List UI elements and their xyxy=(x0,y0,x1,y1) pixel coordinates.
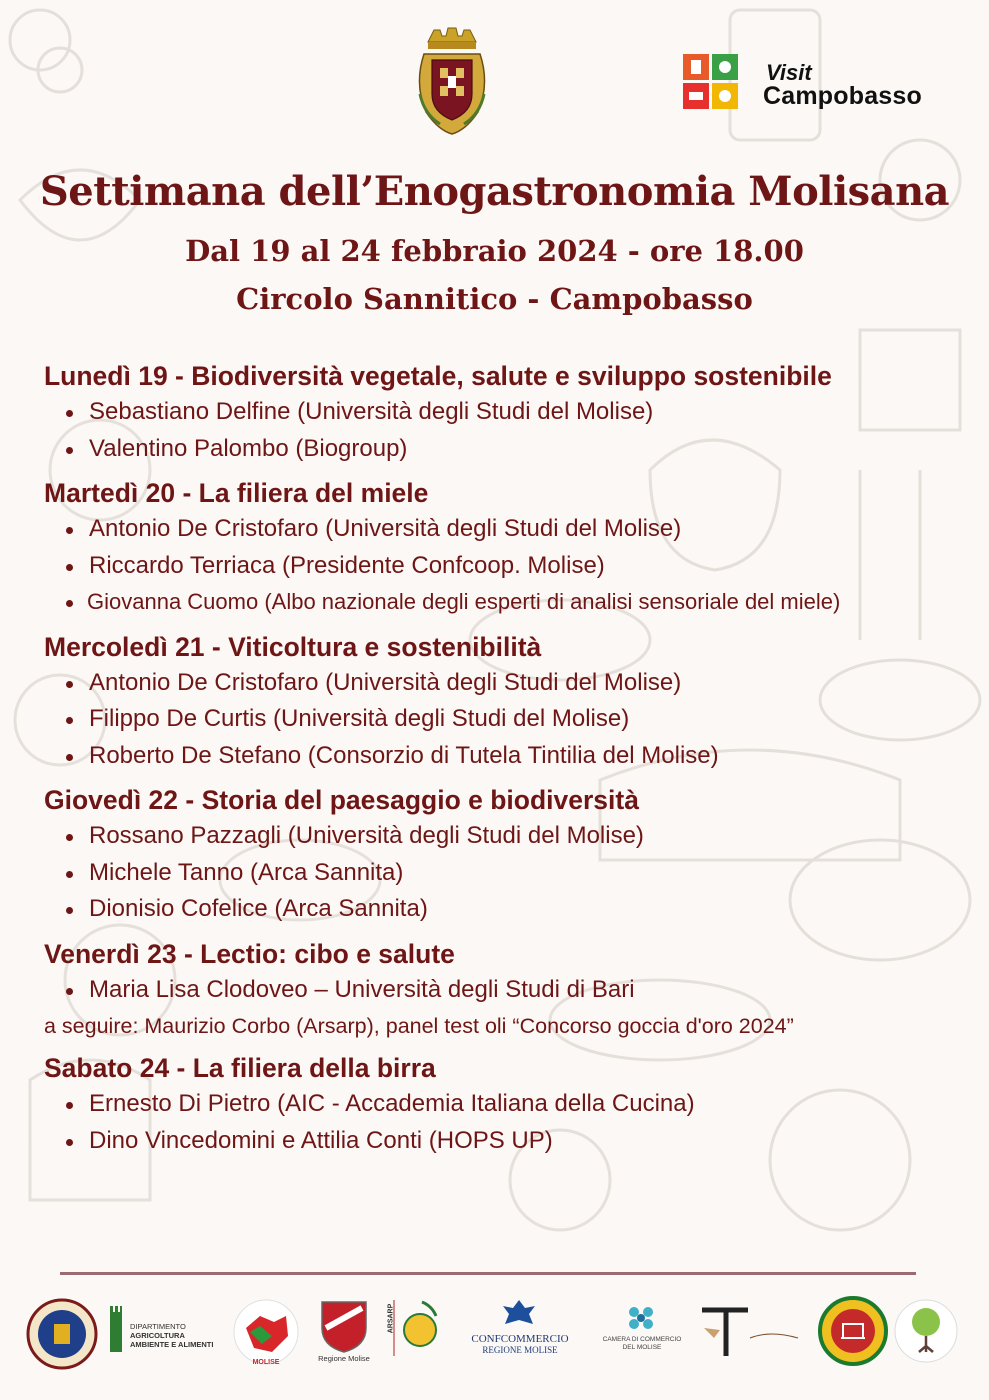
university-molise-seal-icon xyxy=(26,1298,98,1370)
regione-molise-label: Regione Molise xyxy=(318,1354,370,1363)
confcommercio-line2: REGIONE MOLISE xyxy=(482,1345,558,1355)
sponsor-logos xyxy=(0,1290,989,1390)
day-heading: Lunedì 19 - Biodiversità vegetale, salute e sviluppo sostenibile xyxy=(44,361,832,391)
speaker-item: Valentino Palombo (Biogroup) xyxy=(44,431,964,468)
event-title: Settimana dell’Enogastronomia Molisana xyxy=(39,168,950,215)
molise-label: MOLISE xyxy=(252,1359,280,1366)
visit-label: Visit xyxy=(766,60,812,85)
day-heading: Martedì 20 - La filiera del miele xyxy=(44,478,429,508)
day-heading: Sabato 24 - La filiera della birra xyxy=(44,1053,436,1083)
regione-molise-shield-icon xyxy=(318,1298,370,1354)
dipartimento-line2: AGRICOLTURA xyxy=(130,1331,185,1340)
speaker-list xyxy=(44,511,964,621)
confcommercio-line1: CONFCOMMERCIO xyxy=(471,1333,569,1345)
confcommercio-text xyxy=(460,1334,580,1356)
speaker-item: Roberto De Stefano (Consorzio di Tutela Tintilia del Molise) xyxy=(44,738,964,775)
day-friday xyxy=(44,936,964,1043)
day-tuesday xyxy=(44,475,964,621)
speaker-item: Ernesto Di Pietro (AIC - Accademia Italiana della Cucina) xyxy=(44,1086,964,1123)
arsarp-label: ARSARP xyxy=(387,1303,395,1334)
confcommercio-eagle-icon xyxy=(502,1298,536,1328)
day-saturday xyxy=(44,1050,964,1159)
day-heading: Mercoledì 21 - Viticoltura e sostenibilità xyxy=(44,631,542,662)
camera-line1: CAMERA DI COMMERCIO xyxy=(602,1336,682,1343)
day-heading: Venerdì 23 - Lectio: cibo e salute xyxy=(44,938,455,969)
day-monday xyxy=(44,358,964,467)
green-tree-logo-icon xyxy=(893,1298,959,1364)
speaker-list xyxy=(44,818,964,928)
speaker-item: Dionisio Cofelice (Arca Sannita) xyxy=(44,891,964,928)
speaker-item: Antonio De Cristofaro (Università degli Studi del Molise) xyxy=(44,511,964,548)
dipartimento-tower-icon xyxy=(108,1306,124,1352)
speaker-item: Maria Lisa Clodoveo – Università degli Studi di Bari xyxy=(44,972,964,1009)
day-note: a seguire: Maurizio Corbo (Arsarp), panel test oli “Concorso goccia d'oro 2024” xyxy=(44,1014,794,1038)
footer-divider xyxy=(60,1272,916,1275)
day-wednesday xyxy=(44,629,964,775)
camera-line2: DEL MOLISE xyxy=(622,1344,662,1351)
speaker-list xyxy=(44,1086,964,1159)
molise-region-map-icon xyxy=(232,1298,300,1366)
visit-campobasso-logo xyxy=(683,52,943,112)
event-dates: Dal 19 al 24 febbraio 2024 - ore 18.00 xyxy=(185,234,804,268)
speaker-item: Antonio De Cristofaro (Università degli Studi del Molise) xyxy=(44,665,964,702)
event-venue: Circolo Sannitico - Campobasso xyxy=(236,282,753,316)
campobasso-label: Campobasso xyxy=(763,82,922,110)
camera-commercio-text xyxy=(596,1336,688,1352)
speaker-list xyxy=(44,972,964,1009)
speaker-item: Rossano Pazzagli (Università degli Studi del Molise) xyxy=(44,818,964,855)
program-schedule xyxy=(44,358,964,1167)
tintilia-consortium-logo-icon xyxy=(696,1298,806,1362)
camera-commercio-icon xyxy=(624,1302,658,1332)
speaker-item: Dino Vincedomini e Attilia Conti (HOPS UP) xyxy=(44,1123,964,1160)
speaker-list xyxy=(44,665,964,775)
dipartimento-text xyxy=(130,1322,220,1349)
speaker-item: Giovanna Cuomo (Albo nazionale degli esperti di analisi sensoriale del miele) xyxy=(44,584,964,621)
day-heading: Giovedì 22 - Storia del paesaggio e biodiversità xyxy=(44,785,639,815)
arsarp-logo-icon xyxy=(388,1296,440,1360)
campobasso-coat-of-arms-icon xyxy=(414,24,490,136)
visit-campobasso-squares-icon xyxy=(683,54,738,109)
day-thursday xyxy=(44,782,964,928)
dipartimento-line3: AMBIENTE E ALIMENTI xyxy=(130,1340,214,1349)
dipartimento-line1: DIPARTIMENTO xyxy=(130,1322,186,1331)
speaker-item: Sebastiano Delfine (Università degli Studi del Molise) xyxy=(44,394,964,431)
accademia-cucina-seal-icon xyxy=(818,1296,888,1366)
speaker-list xyxy=(44,394,964,467)
speaker-item: Riccardo Terriaca (Presidente Confcoop. Molise) xyxy=(44,548,964,585)
speaker-item: Filippo De Curtis (Università degli Studi del Molise) xyxy=(44,701,964,738)
speaker-item: Michele Tanno (Arca Sannita) xyxy=(44,855,964,892)
